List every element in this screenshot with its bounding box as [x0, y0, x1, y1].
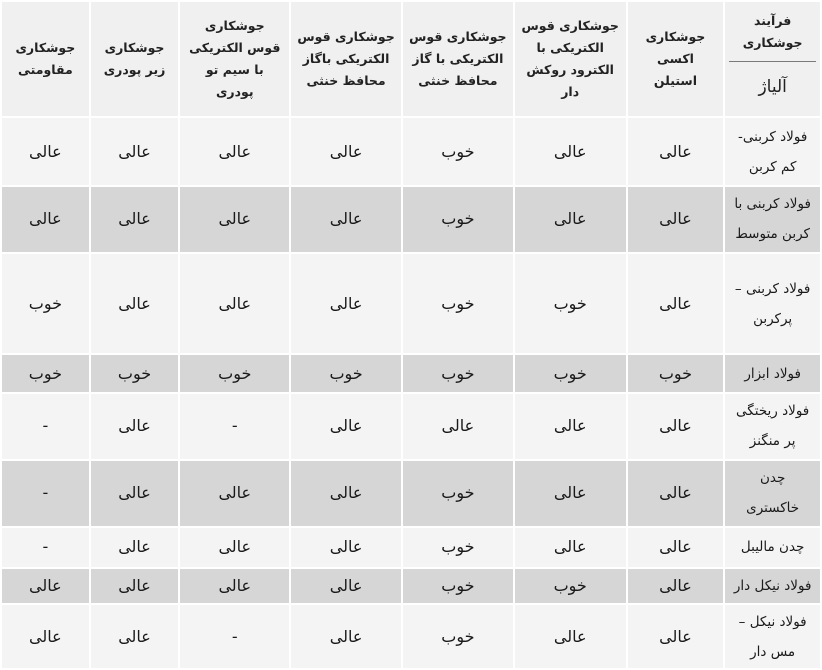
- alloy-name: چدن خاکستری: [725, 461, 820, 526]
- table-row: [2, 394, 820, 459]
- rating-cell: عالی: [91, 187, 179, 252]
- alloy-name: فولاد ابزار: [725, 355, 820, 392]
- rating-cell: خوب: [403, 461, 513, 526]
- rating-cell: عالی: [180, 569, 289, 604]
- rating-cell: عالی: [180, 528, 289, 567]
- rating-cell: عالی: [291, 118, 401, 185]
- alloy-name: چدن مالیبل: [725, 528, 820, 567]
- header-process-oxyacetylene: جوشکاری اکسی استیلن: [628, 2, 724, 116]
- alloy-name: فولاد نیکل – مس دار: [725, 605, 820, 668]
- rating-cell: -: [180, 605, 289, 668]
- rating-cell: عالی: [628, 118, 724, 185]
- rating-cell: عالی: [91, 569, 179, 604]
- table-row: [2, 569, 820, 604]
- corner-process-label: فرآیند جوشکاری: [729, 6, 816, 62]
- alloy-name: فولاد کربنی – پرکربن: [725, 254, 820, 353]
- corner-alloy-label: آلیاژ: [758, 77, 787, 97]
- rating-cell: خوب: [403, 605, 513, 668]
- rating-cell: عالی: [291, 254, 401, 353]
- rating-cell: عالی: [628, 254, 724, 353]
- table-row: [2, 187, 820, 252]
- rating-cell: عالی: [628, 187, 724, 252]
- rating-cell: -: [180, 394, 289, 459]
- rating-cell: عالی: [91, 254, 179, 353]
- rating-cell: عالی: [180, 254, 289, 353]
- rating-cell: خوب: [180, 355, 289, 392]
- table-row: [2, 355, 820, 392]
- rating-cell: عالی: [291, 569, 401, 604]
- rating-cell: عالی: [91, 528, 179, 567]
- rating-cell: خوب: [628, 355, 724, 392]
- alloy-name: فولاد ریختگی پر منگنز: [725, 394, 820, 459]
- rating-cell: عالی: [515, 187, 626, 252]
- rating-cell: عالی: [291, 528, 401, 567]
- rating-cell: عالی: [2, 569, 89, 604]
- table-row: [2, 254, 820, 353]
- rating-cell: عالی: [2, 187, 89, 252]
- rating-cell: عالی: [291, 461, 401, 526]
- header-process-resistance: جوشکاری مقاومتی: [2, 2, 89, 116]
- rating-cell: خوب: [403, 528, 513, 567]
- rating-cell: عالی: [515, 528, 626, 567]
- header-process-gtaw: جوشکاری قوس الکتریکی باگاز محافظ خنثی: [291, 2, 401, 116]
- rating-cell: خوب: [91, 355, 179, 392]
- rating-cell: عالی: [2, 118, 89, 185]
- header-row: [2, 2, 820, 116]
- rating-cell: عالی: [628, 394, 724, 459]
- rating-cell: عالی: [515, 605, 626, 668]
- rating-cell: عالی: [515, 118, 626, 185]
- rating-cell: خوب: [403, 118, 513, 185]
- rating-cell: خوب: [515, 254, 626, 353]
- rating-cell: خوب: [515, 355, 626, 392]
- rating-cell: عالی: [91, 605, 179, 668]
- rating-cell: عالی: [180, 187, 289, 252]
- header-process-saw: جوشکاری زیر پودری: [91, 2, 179, 116]
- rating-cell: خوب: [403, 569, 513, 604]
- rating-cell: -: [2, 394, 89, 459]
- rating-cell: خوب: [291, 355, 401, 392]
- rating-cell: خوب: [403, 187, 513, 252]
- rating-cell: عالی: [91, 461, 179, 526]
- rating-cell: عالی: [91, 394, 179, 459]
- rating-cell: خوب: [403, 254, 513, 353]
- table-row: [2, 461, 820, 526]
- rating-cell: عالی: [291, 187, 401, 252]
- rating-cell: عالی: [2, 605, 89, 668]
- rating-cell: عالی: [91, 118, 179, 185]
- rating-cell: عالی: [180, 118, 289, 185]
- rating-cell: عالی: [291, 605, 401, 668]
- alloy-name: فولاد نیکل دار: [725, 569, 820, 604]
- rating-cell: عالی: [403, 394, 513, 459]
- rating-cell: عالی: [515, 394, 626, 459]
- header-process-fcaw: جوشکاری قوس الکتریکی با سیم تو پودری: [180, 2, 289, 116]
- table-row: [2, 118, 820, 185]
- rating-cell: -: [2, 528, 89, 567]
- rating-cell: عالی: [628, 461, 724, 526]
- alloy-name: فولاد کربنی با کربن متوسط: [725, 187, 820, 252]
- alloy-name: فولاد کربنی- کم کربن: [725, 118, 820, 185]
- rating-cell: خوب: [2, 254, 89, 353]
- rating-cell: عالی: [628, 569, 724, 604]
- rating-cell: عالی: [515, 461, 626, 526]
- table-row: [2, 528, 820, 567]
- header-corner-cell: [725, 2, 820, 116]
- rating-cell: عالی: [180, 461, 289, 526]
- header-process-gmaw: جوشکاری قوس الکتریکی با گاز محافظ خنثی: [403, 2, 513, 116]
- rating-cell: عالی: [628, 528, 724, 567]
- rating-cell: عالی: [291, 394, 401, 459]
- header-process-smaw: جوشکاری قوس الکتریکی با الکترود روکش دار: [515, 2, 626, 116]
- rating-cell: خوب: [2, 355, 89, 392]
- rating-cell: عالی: [628, 605, 724, 668]
- rating-cell: -: [2, 461, 89, 526]
- rating-cell: خوب: [403, 355, 513, 392]
- rating-cell: خوب: [515, 569, 626, 604]
- table-row: [2, 605, 820, 668]
